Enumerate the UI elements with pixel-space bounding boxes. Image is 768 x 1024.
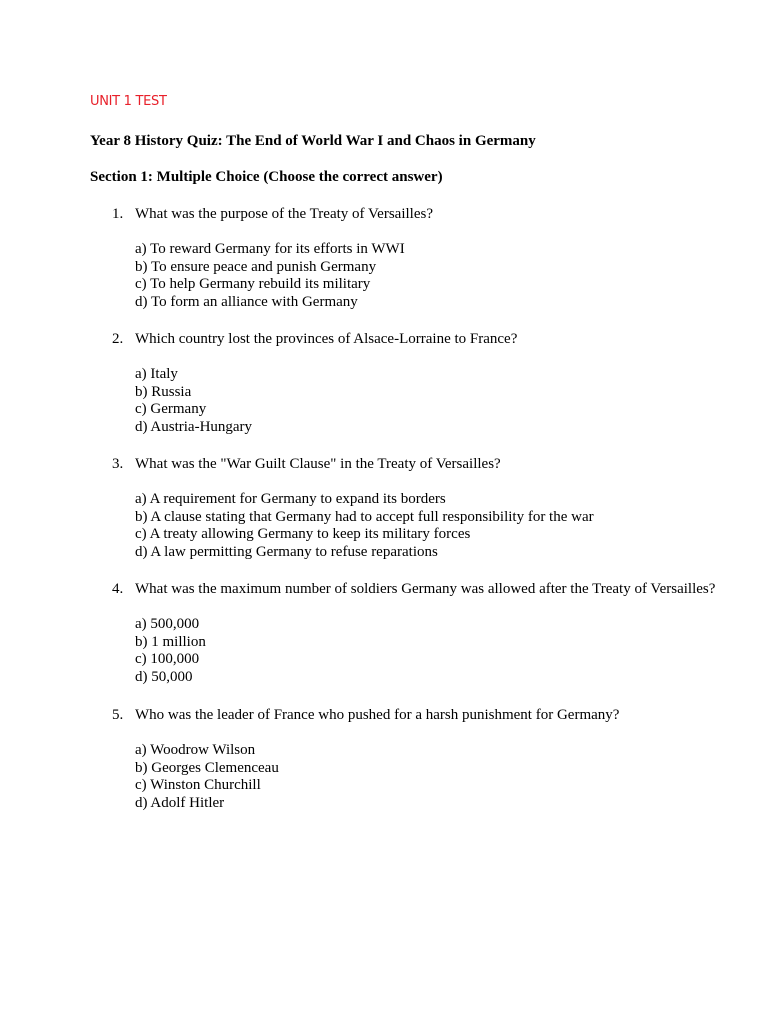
answer-option-d: d) 50,000 bbox=[135, 669, 193, 686]
answer-options bbox=[135, 742, 279, 813]
question-number: 4. bbox=[112, 581, 124, 597]
answer-option-a: a) A requirement for Germany to expand its borders bbox=[135, 491, 446, 507]
question-text: Who was the leader of France who pushed for a harsh punishment for Germany? bbox=[135, 707, 620, 723]
unit-title: UNIT 1 TEST bbox=[90, 94, 167, 109]
question-text: What was the purpose of the Treaty of Versailles? bbox=[135, 206, 433, 222]
question-number: 1. bbox=[112, 206, 124, 222]
question-text: Which country lost the provinces of Alsace-Lorraine to France? bbox=[135, 331, 518, 347]
answer-option-d: d) To form an alliance with Germany bbox=[135, 294, 358, 311]
answer-option-b: b) Russia bbox=[135, 383, 192, 400]
answer-option-c: c) Winston Churchill bbox=[135, 777, 261, 794]
answer-options bbox=[135, 241, 405, 312]
answer-option-b: b) Georges Clemenceau bbox=[135, 759, 279, 776]
answer-option-d: d) Austria-Hungary bbox=[135, 419, 253, 436]
answer-option-c: c) Germany bbox=[135, 401, 207, 418]
answer-option-a: a) 500,000 bbox=[135, 616, 200, 632]
question-number: 3. bbox=[112, 456, 124, 472]
answer-option-b: b) 1 million bbox=[135, 633, 206, 650]
quiz-title: Year 8 History Quiz: The End of World War I and Chaos in Germany bbox=[90, 133, 536, 149]
answer-option-d: d) Adolf Hitler bbox=[135, 795, 225, 812]
answer-option-b: b) To ensure peace and punish Germany bbox=[135, 258, 377, 275]
answer-option-c: c) To help Germany rebuild its military bbox=[135, 276, 371, 293]
section-title: Section 1: Multiple Choice (Choose the correct answer) bbox=[90, 169, 443, 185]
answer-option-d: d) A law permitting Germany to refuse reparations bbox=[135, 544, 438, 561]
answer-options bbox=[135, 491, 594, 562]
answer-options bbox=[135, 616, 206, 687]
question-text: What was the "War Guilt Clause" in the Treaty of Versailles? bbox=[135, 456, 501, 472]
question-text: What was the maximum number of soldiers Germany was allowed after the Treaty of Versailles? bbox=[135, 581, 716, 597]
answer-option-a: a) Woodrow Wilson bbox=[135, 742, 256, 758]
question-number: 2. bbox=[112, 331, 124, 347]
answer-option-a: a) To reward Germany for its efforts in WWI bbox=[135, 241, 405, 257]
answer-option-c: c) 100,000 bbox=[135, 651, 200, 668]
answer-options bbox=[135, 366, 252, 437]
answer-option-c: c) A treaty allowing Germany to keep its military forces bbox=[135, 526, 471, 543]
answer-option-a: a) Italy bbox=[135, 366, 178, 382]
answer-option-b: b) A clause stating that Germany had to accept full responsibility for the war bbox=[135, 508, 594, 525]
question-number: 5. bbox=[112, 707, 124, 723]
